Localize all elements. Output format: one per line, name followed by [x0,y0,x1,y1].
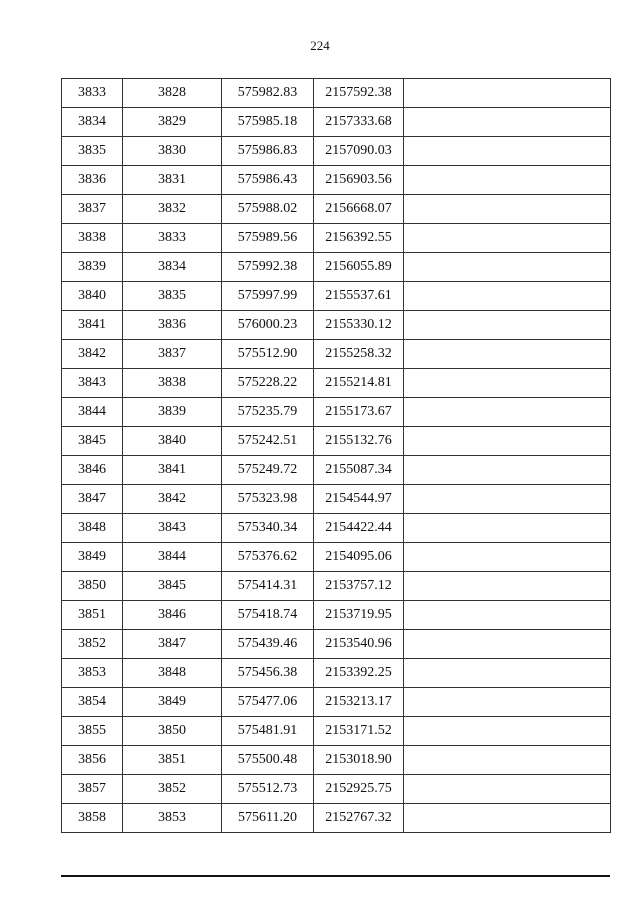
row-index-cell: 3841 [62,311,123,340]
y-coordinate-cell: 2154544.97 [314,485,404,514]
table-row [62,746,611,775]
point-id-cell: 3828 [123,79,222,108]
point-id-cell: 3850 [123,717,222,746]
table-row [62,311,611,340]
table-row [62,79,611,108]
row-index-cell: 3849 [62,543,123,572]
note-cell [404,659,611,688]
row-index-cell: 3852 [62,630,123,659]
x-coordinate-cell: 575340.34 [222,514,314,543]
x-coordinate-cell: 575988.02 [222,195,314,224]
note-cell [404,775,611,804]
table-row [62,166,611,195]
y-coordinate-cell: 2155537.61 [314,282,404,311]
point-id-cell: 3836 [123,311,222,340]
y-coordinate-cell: 2154095.06 [314,543,404,572]
row-index-cell: 3842 [62,340,123,369]
table-row [62,804,611,833]
point-id-cell: 3829 [123,108,222,137]
y-coordinate-cell: 2153757.12 [314,572,404,601]
note-cell [404,514,611,543]
point-id-cell: 3833 [123,224,222,253]
note-cell [404,804,611,833]
y-coordinate-cell: 2155087.34 [314,456,404,485]
row-index-cell: 3856 [62,746,123,775]
y-coordinate-cell: 2155330.12 [314,311,404,340]
row-index-cell: 3846 [62,456,123,485]
coordinates-table [61,78,611,833]
table-row [62,398,611,427]
row-index-cell: 3836 [62,166,123,195]
row-index-cell: 3851 [62,601,123,630]
note-cell [404,398,611,427]
x-coordinate-cell: 575481.91 [222,717,314,746]
table-row [62,369,611,398]
x-coordinate-cell: 575456.38 [222,659,314,688]
x-coordinate-cell: 575989.56 [222,224,314,253]
x-coordinate-cell: 575235.79 [222,398,314,427]
table-body [62,79,611,833]
note-cell [404,311,611,340]
x-coordinate-cell: 576000.23 [222,311,314,340]
note-cell [404,427,611,456]
note-cell [404,572,611,601]
x-coordinate-cell: 575986.83 [222,137,314,166]
note-cell [404,688,611,717]
row-index-cell: 3839 [62,253,123,282]
x-coordinate-cell: 575611.20 [222,804,314,833]
row-index-cell: 3843 [62,369,123,398]
note-cell [404,485,611,514]
x-coordinate-cell: 575512.73 [222,775,314,804]
note-cell [404,137,611,166]
note-cell [404,282,611,311]
x-coordinate-cell: 575439.46 [222,630,314,659]
row-index-cell: 3848 [62,514,123,543]
row-index-cell: 3838 [62,224,123,253]
y-coordinate-cell: 2153018.90 [314,746,404,775]
row-index-cell: 3853 [62,659,123,688]
table-row [62,253,611,282]
row-index-cell: 3834 [62,108,123,137]
row-index-cell: 3844 [62,398,123,427]
point-id-cell: 3846 [123,601,222,630]
note-cell [404,456,611,485]
point-id-cell: 3848 [123,659,222,688]
point-id-cell: 3832 [123,195,222,224]
note-cell [404,340,611,369]
y-coordinate-cell: 2156392.55 [314,224,404,253]
x-coordinate-cell: 575512.90 [222,340,314,369]
point-id-cell: 3842 [123,485,222,514]
table-row [62,195,611,224]
table-row [62,601,611,630]
table-row [62,688,611,717]
point-id-cell: 3847 [123,630,222,659]
table-row [62,108,611,137]
y-coordinate-cell: 2156668.07 [314,195,404,224]
y-coordinate-cell: 2155173.67 [314,398,404,427]
note-cell [404,717,611,746]
note-cell [404,166,611,195]
y-coordinate-cell: 2152925.75 [314,775,404,804]
x-coordinate-cell: 575992.38 [222,253,314,282]
y-coordinate-cell: 2152767.32 [314,804,404,833]
row-index-cell: 3840 [62,282,123,311]
y-coordinate-cell: 2153171.52 [314,717,404,746]
row-index-cell: 3847 [62,485,123,514]
x-coordinate-cell: 575414.31 [222,572,314,601]
note-cell [404,601,611,630]
point-id-cell: 3834 [123,253,222,282]
point-id-cell: 3839 [123,398,222,427]
y-coordinate-cell: 2153213.17 [314,688,404,717]
note-cell [404,543,611,572]
point-id-cell: 3831 [123,166,222,195]
row-index-cell: 3850 [62,572,123,601]
x-coordinate-cell: 575985.18 [222,108,314,137]
note-cell [404,369,611,398]
y-coordinate-cell: 2156903.56 [314,166,404,195]
x-coordinate-cell: 575228.22 [222,369,314,398]
y-coordinate-cell: 2157090.03 [314,137,404,166]
point-id-cell: 3853 [123,804,222,833]
point-id-cell: 3841 [123,456,222,485]
table-row [62,659,611,688]
point-id-cell: 3845 [123,572,222,601]
x-coordinate-cell: 575982.83 [222,79,314,108]
table-row [62,543,611,572]
point-id-cell: 3843 [123,514,222,543]
x-coordinate-cell: 575477.06 [222,688,314,717]
x-coordinate-cell: 575249.72 [222,456,314,485]
y-coordinate-cell: 2154422.44 [314,514,404,543]
table-row [62,485,611,514]
table-row [62,717,611,746]
y-coordinate-cell: 2156055.89 [314,253,404,282]
x-coordinate-cell: 575500.48 [222,746,314,775]
note-cell [404,253,611,282]
table-row [62,572,611,601]
table-row [62,456,611,485]
y-coordinate-cell: 2157333.68 [314,108,404,137]
table-row [62,775,611,804]
x-coordinate-cell: 575323.98 [222,485,314,514]
note-cell [404,224,611,253]
page-number: 224 [310,38,330,53]
x-coordinate-cell: 575997.99 [222,282,314,311]
row-index-cell: 3833 [62,79,123,108]
note-cell [404,630,611,659]
y-coordinate-cell: 2153540.96 [314,630,404,659]
row-index-cell: 3855 [62,717,123,746]
table-row [62,224,611,253]
row-index-cell: 3857 [62,775,123,804]
point-id-cell: 3852 [123,775,222,804]
x-coordinate-cell: 575242.51 [222,427,314,456]
footer-rule [61,875,610,877]
y-coordinate-cell: 2157592.38 [314,79,404,108]
x-coordinate-cell: 575418.74 [222,601,314,630]
table-row [62,630,611,659]
row-index-cell: 3854 [62,688,123,717]
row-index-cell: 3845 [62,427,123,456]
x-coordinate-cell: 575986.43 [222,166,314,195]
table-row [62,514,611,543]
point-id-cell: 3835 [123,282,222,311]
row-index-cell: 3835 [62,137,123,166]
y-coordinate-cell: 2153392.25 [314,659,404,688]
note-cell [404,108,611,137]
row-index-cell: 3837 [62,195,123,224]
table-row [62,340,611,369]
note-cell [404,79,611,108]
y-coordinate-cell: 2153719.95 [314,601,404,630]
y-coordinate-cell: 2155214.81 [314,369,404,398]
point-id-cell: 3851 [123,746,222,775]
point-id-cell: 3849 [123,688,222,717]
row-index-cell: 3858 [62,804,123,833]
point-id-cell: 3838 [123,369,222,398]
x-coordinate-cell: 575376.62 [222,543,314,572]
point-id-cell: 3840 [123,427,222,456]
y-coordinate-cell: 2155258.32 [314,340,404,369]
table-row [62,282,611,311]
point-id-cell: 3830 [123,137,222,166]
point-id-cell: 3837 [123,340,222,369]
point-id-cell: 3844 [123,543,222,572]
table-row [62,427,611,456]
y-coordinate-cell: 2155132.76 [314,427,404,456]
table-row [62,137,611,166]
note-cell [404,746,611,775]
note-cell [404,195,611,224]
